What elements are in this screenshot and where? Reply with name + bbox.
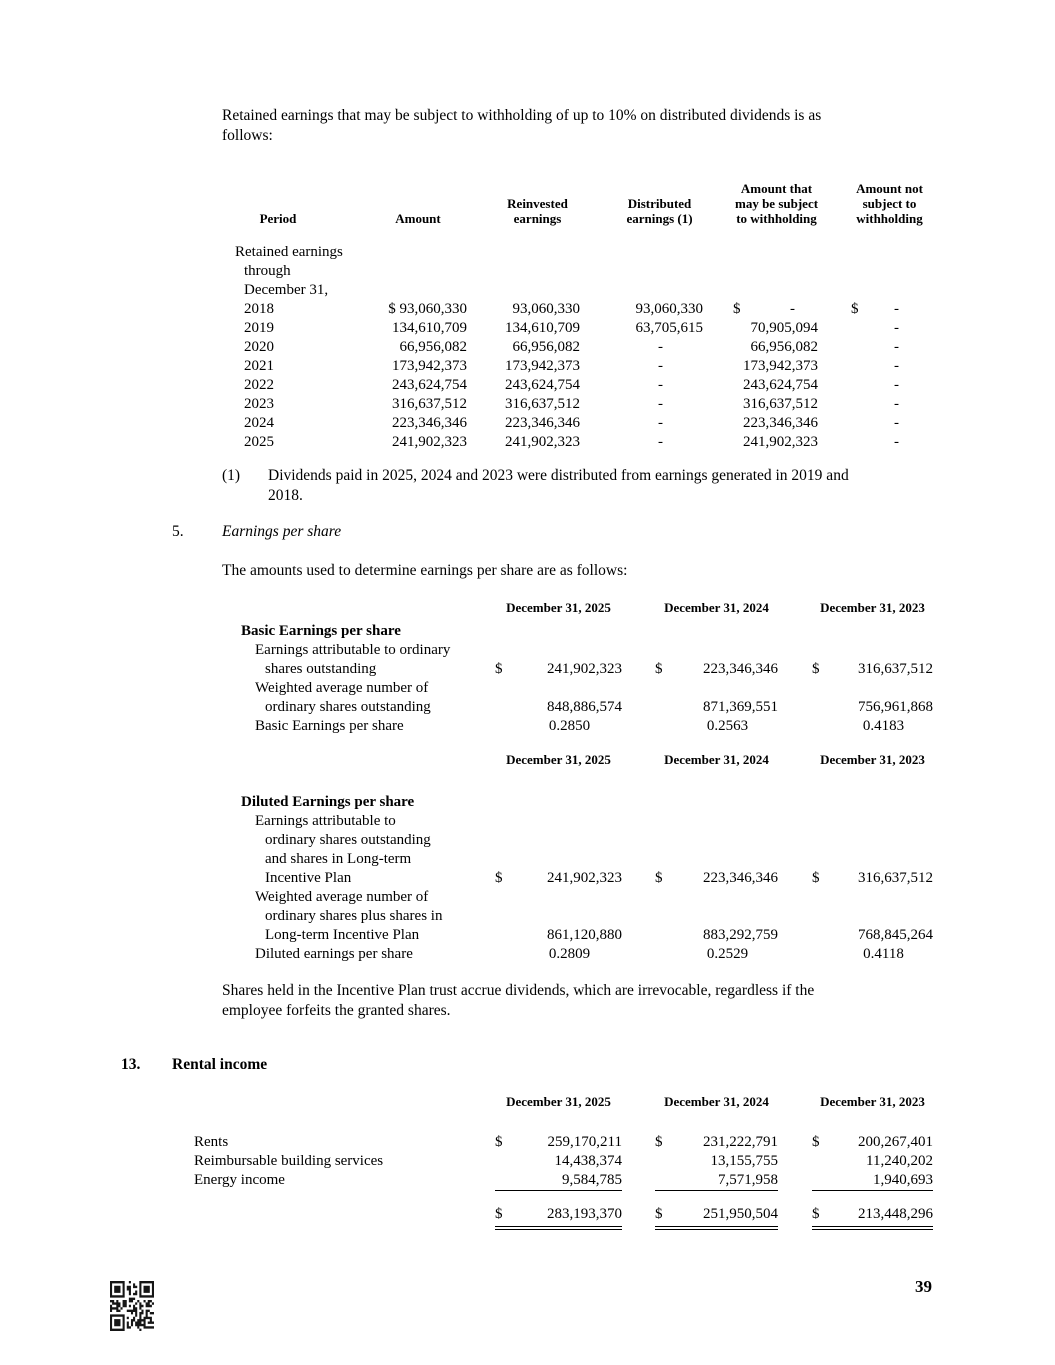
col-header-period: Period xyxy=(259,211,297,226)
basic-eps-header xyxy=(241,600,933,616)
col-header-dec-2024: December 31, 2024 xyxy=(664,600,769,615)
footnote-1 xyxy=(222,466,937,505)
col-header-dec-2024: December 31, 2024 xyxy=(664,1094,769,1109)
table-row-2021: 2021 173,942,373 173,942,373 - 173,942,373 - xyxy=(244,358,899,374)
rental-header xyxy=(194,1094,933,1110)
diluted-earnings-row: Incentive Plan $ 241,902,323 $ 223,346,346 $ 316,637,512 xyxy=(265,870,933,886)
basic-eps-label: Weighted average number of xyxy=(255,680,429,696)
col-header-dec-2025: December 31, 2025 xyxy=(506,1094,611,1109)
col-header-dec-2025: December 31, 2025 xyxy=(506,600,611,615)
incentive-note-line-2: employee forfeits the granted shares. xyxy=(222,1001,451,1019)
col-header-dec-2023: December 31, 2023 xyxy=(820,1094,925,1109)
incentive-note xyxy=(222,981,912,1020)
qr-code xyxy=(110,1281,154,1331)
section-13-number: 13. xyxy=(121,1056,141,1073)
col-header-dec-2023: December 31, 2023 xyxy=(820,752,925,767)
diluted-eps-table xyxy=(241,752,933,964)
footnote-line-2: 2018. xyxy=(268,486,303,504)
diluted-eps-label: ordinary shares outstanding xyxy=(265,832,431,848)
eps-intro: The amounts used to determine earnings per share are as follows: xyxy=(222,562,628,579)
table-row-2019: 2019 134,610,709 134,610,709 63,705,615 70,905,094 - xyxy=(244,320,899,336)
col-header-subject: Amount that may be subject to withholding xyxy=(735,181,819,226)
table-row-2024: 2024 223,346,346 223,346,346 - 223,346,346 - xyxy=(244,415,899,431)
diluted-per-share-row: Diluted earnings per share 0.2809 0.2529 0.4118 xyxy=(255,946,904,962)
withholding-table-header xyxy=(235,164,935,226)
diluted-shares-row: Long-term Incentive Plan 861,120,880 883,292,759 768,845,264 xyxy=(265,927,933,943)
diluted-eps-label: ordinary shares plus shares in xyxy=(265,908,443,924)
footnote-line-1: Dividends paid in 2025, 2024 and 2023 were distributed from earnings generated in 2019 and xyxy=(268,467,849,484)
col-header-amount: Amount xyxy=(395,211,441,226)
withholding-table xyxy=(235,164,935,452)
diluted-eps-header xyxy=(241,752,933,768)
table-row-2022: 2022 243,624,754 243,624,754 - 243,624,754 - xyxy=(244,377,899,393)
intro-line-1: Retained earnings that may be subject to withholding of up to 10% on distributed dividends is as xyxy=(222,107,822,124)
col-header-not-subject: Amount not subject to withholding xyxy=(856,181,923,226)
intro-line-2: follows: xyxy=(222,126,273,144)
diluted-eps-label: Weighted average number of xyxy=(255,889,429,905)
table-row-2023: 2023 316,637,512 316,637,512 - 316,637,512 - xyxy=(244,396,899,412)
basic-eps-table xyxy=(241,600,933,736)
col-header-distributed: Distributed earnings (1) xyxy=(626,196,693,226)
reimbursable-row: Reimbursable building services 14,438,374 13,155,755 11,240,202 xyxy=(194,1153,933,1169)
diluted-eps-label: Earnings attributable to xyxy=(255,813,396,829)
section-5-number: 5. xyxy=(172,523,184,540)
section-5-title: Earnings per share xyxy=(222,523,342,540)
col-header-reinvested: Reinvested earnings xyxy=(507,196,568,226)
rents-row: Rents $ 259,170,211 $ 231,222,791 $ 200,267,401 xyxy=(194,1134,933,1150)
table-row-2018: 2018 $ 93,060,330 93,060,330 93,060,330 $ - $ - xyxy=(244,301,899,317)
section-5-heading xyxy=(172,523,341,541)
rental-total-row: $ 283,193,370 $ 251,950,504 $ 213,448,296 xyxy=(194,1205,933,1227)
basic-eps-title: Basic Earnings per share xyxy=(241,623,401,639)
footnote-marker: (1) xyxy=(222,467,241,484)
section-13-heading xyxy=(121,1056,267,1074)
intro-paragraph xyxy=(222,106,912,145)
basic-shares-row: ordinary shares outstanding 848,886,574 871,369,551 756,961,868 xyxy=(265,699,933,715)
table-row-2025: 2025 241,902,323 241,902,323 - 241,902,323 - xyxy=(244,434,899,450)
basic-earnings-row: shares outstanding $ 241,902,323 $ 223,346,346 $ 316,637,512 xyxy=(265,661,933,677)
diluted-eps-label: and shares in Long-term xyxy=(265,851,412,867)
page-number: 39 xyxy=(915,1277,932,1296)
row-group-label: Retained earnings through December 31, xyxy=(235,244,343,298)
basic-per-share-row: Basic Earnings per share 0.2850 0.2563 0.4183 xyxy=(255,718,905,734)
col-header-dec-2024: December 31, 2024 xyxy=(664,752,769,767)
energy-income-row: Energy income 9,584,785 7,571,958 1,940,693 xyxy=(194,1171,933,1191)
table-row-2020: 2020 66,956,082 66,956,082 - 66,956,082 - xyxy=(244,339,899,355)
diluted-eps-title: Diluted Earnings per share xyxy=(241,794,415,810)
rental-income-table xyxy=(194,1094,933,1227)
basic-eps-label: Earnings attributable to ordinary xyxy=(255,642,451,658)
col-header-dec-2023: December 31, 2023 xyxy=(820,600,925,615)
incentive-note-line-1: Shares held in the Incentive Plan trust accrue dividends, which are irrevocable, regardless if the xyxy=(222,982,815,999)
section-13-title: Rental income xyxy=(172,1056,268,1073)
col-header-dec-2025: December 31, 2025 xyxy=(506,752,611,767)
